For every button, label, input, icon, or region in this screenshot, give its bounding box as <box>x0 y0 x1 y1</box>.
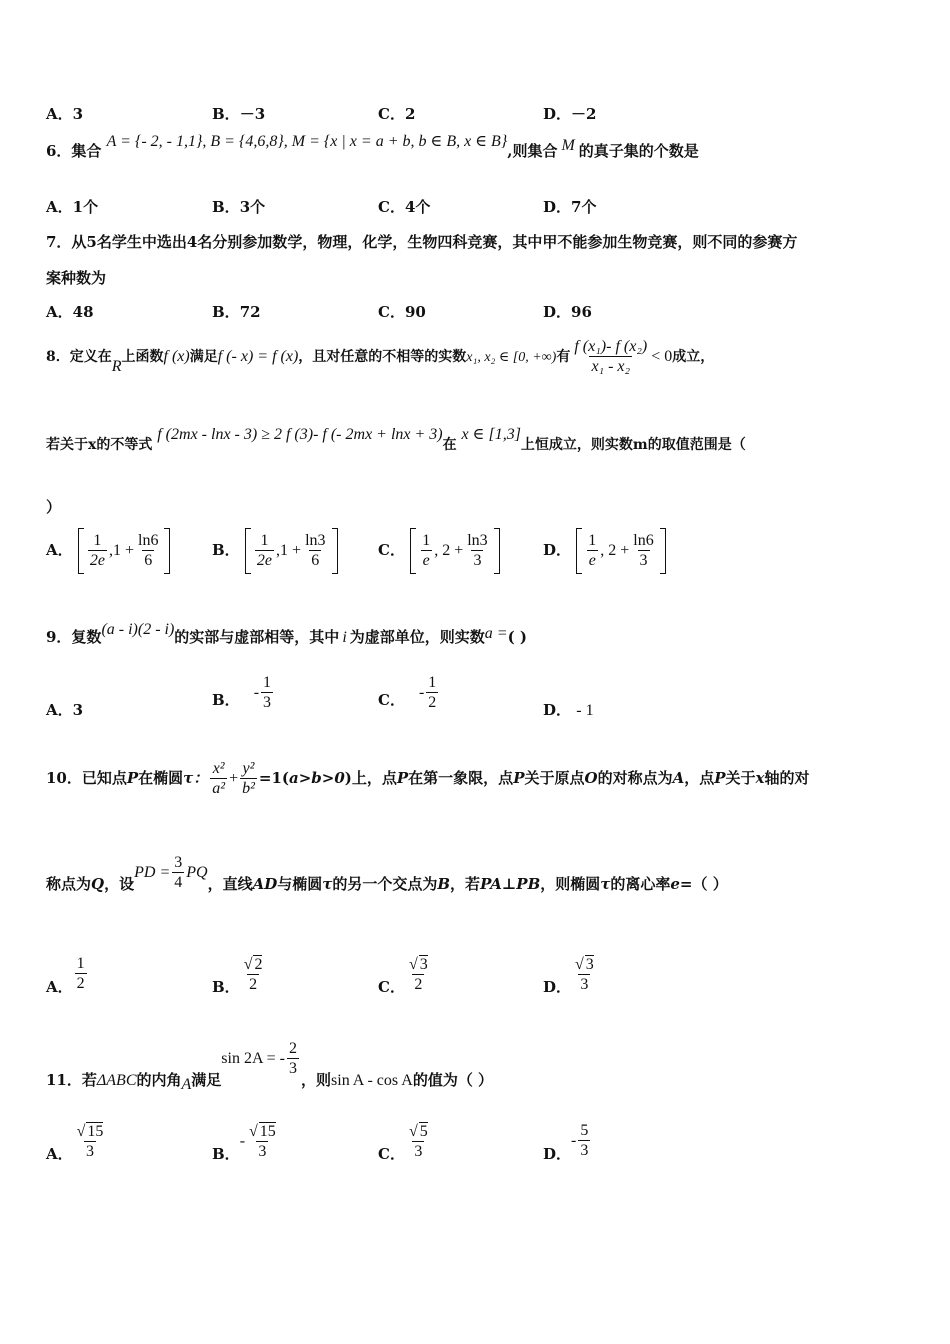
q8-option-b: B． $\frac{1}{2e}$ ,1 + $\frac{\ln 3}{6}$ <box>212 528 338 574</box>
q10-option-a: A． $\frac{1}{2}$ <box>46 955 85 996</box>
q6-option-b: B．3个 <box>212 198 266 216</box>
q7-option-c: C．90 <box>378 303 426 321</box>
q10-stem-line2: 称点为Q，设PD = $\frac{3}{4}$ PQ，直线AD与椭圆τ的另一个交点为B，若PA⊥PB，则椭圆τ的离心率e=（ ） <box>46 854 728 893</box>
q7-option-d: D．96 <box>543 303 592 321</box>
q10-option-c: C． $\frac{√ 3}{2}$ <box>378 956 428 997</box>
q8-option-d: D． $\frac{1}{e}$ , 2 + $\frac{\ln 6}{3}$ <box>543 528 666 574</box>
q11-option-a: A． $\frac{√ 15}{3}$ <box>46 1123 104 1164</box>
q10-stem-line1: 10．已知点P在椭圆τ： $\frac{\text{x²}}{\text{a²}}$ + $\frac{\text{y²}}{\text{b²}}$ =1(a>b>0)上，点P在第一象限，点P关于原点O的对称点为A，点P关于x轴的对 <box>46 760 810 797</box>
q8-stem-line1: 8．定义在R上函数f (x)满足f (- x) = f (x)，且对任意的不相等的实数x₁, x₂ ∈ [0, +∞)有 $\frac{\text{f (x₁)- f (x₂)}}{\text{x₁ - x₂}}$ < 0成立， <box>46 338 715 375</box>
q9-option-a: A．3 <box>46 701 84 719</box>
q10-option-b: B． $\frac{√ 2}{2}$ <box>212 956 263 997</box>
q6-option-c: C．4个 <box>378 198 431 216</box>
q5-option-b: B．－3 <box>212 105 266 123</box>
q7-stem-line1: 7．从5名学生中选出4名分别参加数学，物理，化学，生物四科竞赛，其中甲不能参加生物竞赛，则不同的参赛方 <box>46 233 798 251</box>
q11-option-d: D．- $\frac{5}{3}$ <box>543 1122 589 1163</box>
q8-monotonic-fraction: $\frac{\text{f (x₁)- f (x₂)}}{\text{x₁ - x₂}}$ <box>574 338 648 375</box>
q7-stem-line2: 案种数为 <box>46 269 107 287</box>
q11-stem: 11．若ΔABC的内角A满足sin 2A = - $\frac{2}{3}$ ，则sin A - cos A的值为（ ） <box>46 1040 494 1093</box>
q7-option-a: A．48 <box>46 303 94 321</box>
q9-option-d: D． - 1 <box>543 701 594 719</box>
q8-stem-line2: 若关于x的不等式 f (2mx - lnx - 3) ≥ 2 f (3)- f (- 2mx + lnx + 3)在 x ∈ [1,3]上恒成立，则实数m的取值范围是（ <box>46 426 746 453</box>
q6-option-a: A．1个 <box>46 198 99 216</box>
q5-option-d: D．－2 <box>543 105 597 123</box>
q9-option-b: B． - $\frac{1}{3}$ <box>212 674 272 711</box>
q10-option-d: D． $\frac{√ 3}{3}$ <box>543 956 594 997</box>
q6-stem: 6．集合 A = {- 2, - 1,1}, B = {4,6,8}, M = {x | x = a + b, b ∈ B, x ∈ B},则集合 M 的真子集的个数是 <box>46 133 699 160</box>
q6-option-d: D．7个 <box>543 198 597 216</box>
q9-option-c: C． - $\frac{1}{2}$ <box>378 674 437 711</box>
q11-option-b: B．- $\frac{√ 15}{3}$ <box>212 1123 276 1164</box>
q8-stem-close: ） <box>46 498 62 516</box>
q5-option-a: A．3 <box>46 105 84 123</box>
q9-stem: 9．复数(a - i)(2 - i)的实部与虚部相等，其中 i 为虚部单位，则实数a =( ) <box>46 621 527 646</box>
q8-option-a: A． $\frac{1}{2e}$ ,1 + $\frac{\ln 6}{6}$ <box>46 528 170 574</box>
q5-option-c: C．2 <box>378 105 416 123</box>
q7-option-b: B．72 <box>212 303 261 321</box>
q8-option-c: C． $\frac{1}{e}$ , 2 + $\frac{\ln 3}{3}$ <box>378 528 500 574</box>
q6-set-definition: A = {- 2, - 1,1}, B = {4,6,8}, M = {x | x = a + b, b ∈ B, x ∈ B} <box>106 133 508 150</box>
q11-option-c: C． $\frac{√ 5}{3}$ <box>378 1123 428 1164</box>
